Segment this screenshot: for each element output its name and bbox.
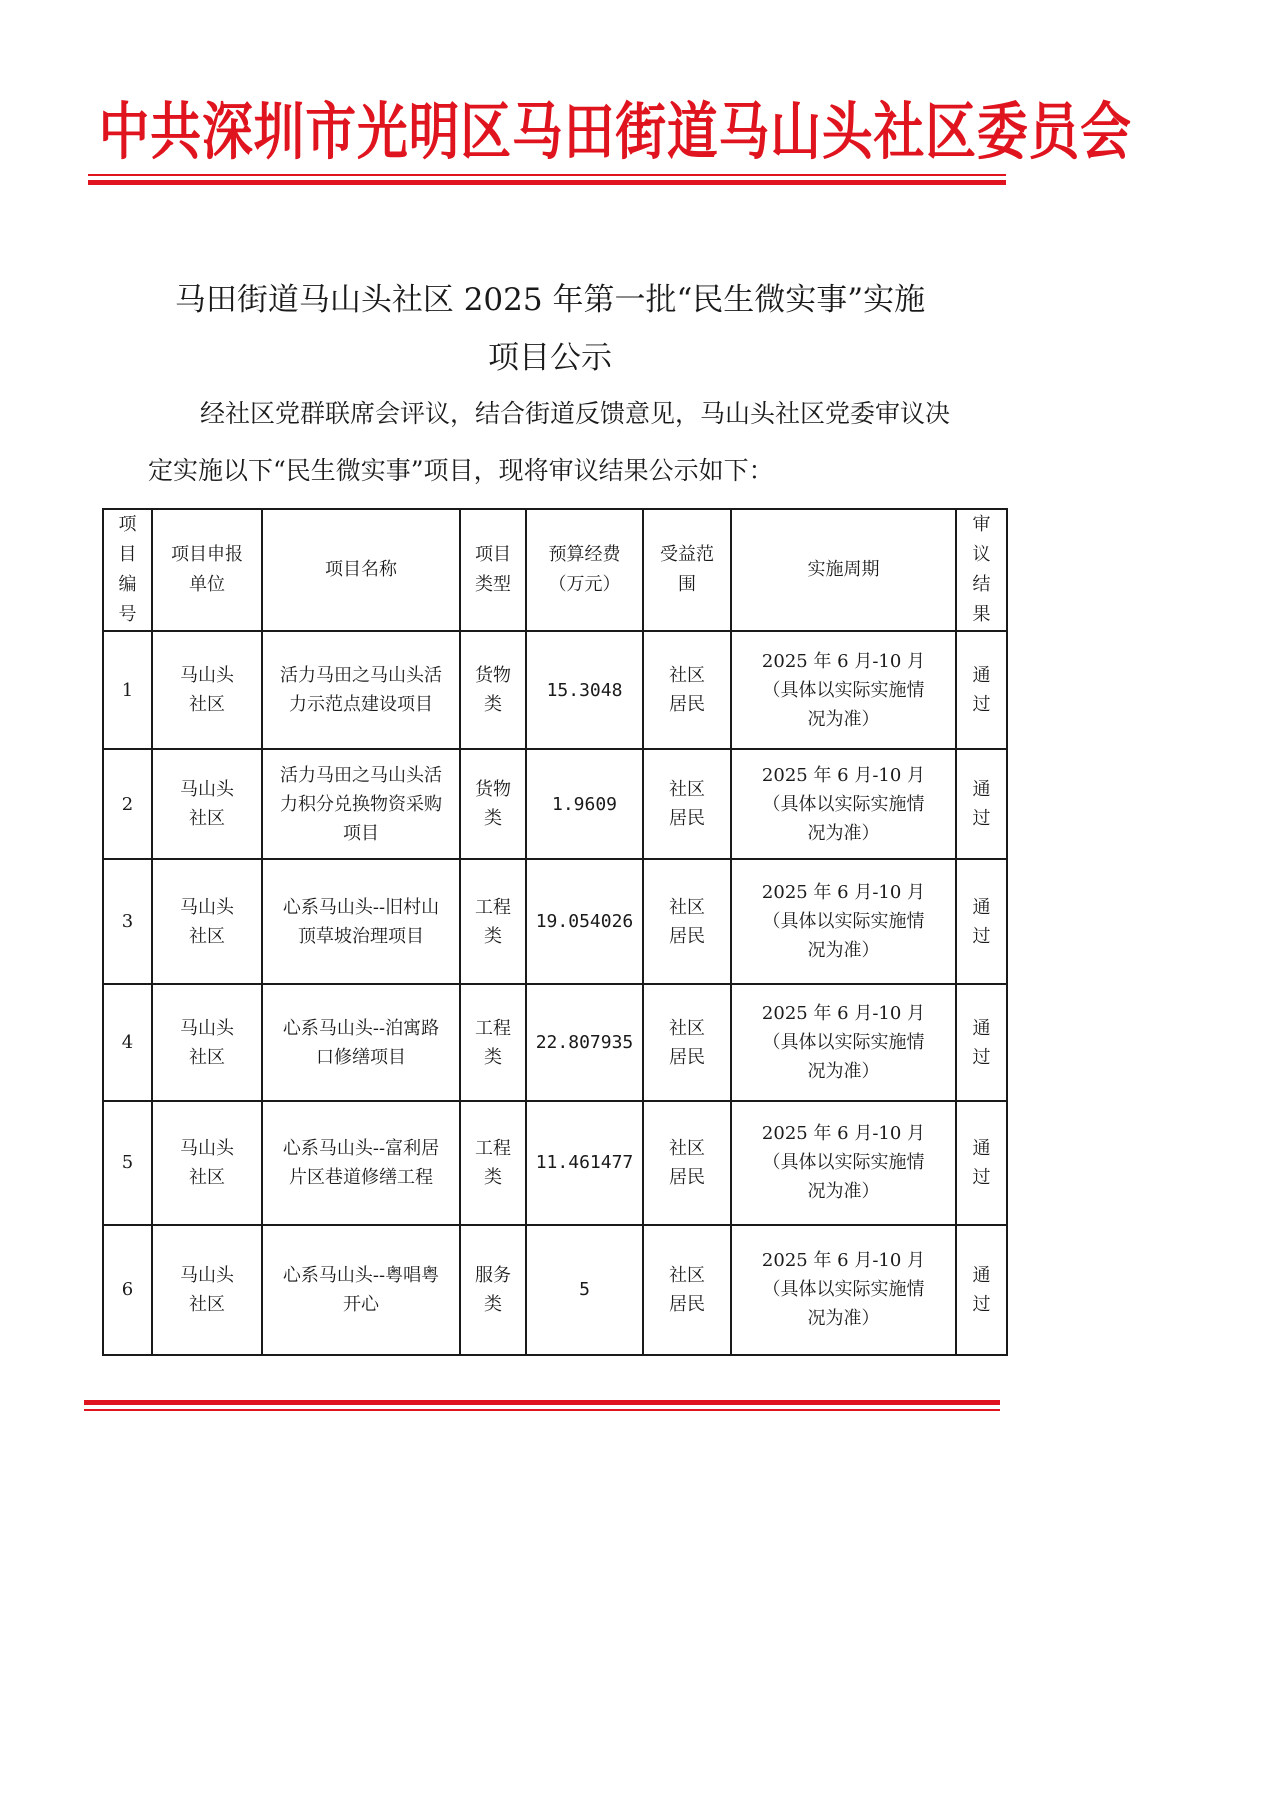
cell-result: 通过 bbox=[956, 859, 1007, 984]
cell-project-no: 6 bbox=[103, 1225, 152, 1355]
header-project-name: 项目名称 bbox=[262, 509, 460, 631]
cell-period: 2025 年 6 月-10 月（具体以实际实施情况为准） bbox=[731, 631, 956, 749]
table-row bbox=[103, 1101, 1007, 1225]
cell-result: 通过 bbox=[956, 749, 1007, 859]
cell-beneficiaries: 社区居民 bbox=[643, 749, 731, 859]
cell-result: 通过 bbox=[956, 984, 1007, 1100]
cell-budget: 15.3048 bbox=[526, 631, 643, 749]
cell-beneficiaries: 社区居民 bbox=[643, 631, 731, 749]
cell-project-no: 4 bbox=[103, 984, 152, 1100]
cell-budget: 11.461477 bbox=[526, 1101, 643, 1225]
document-title-line2: 项目公示 bbox=[488, 340, 612, 376]
header-beneficiaries: 受益范围 bbox=[643, 509, 731, 631]
cell-project-name: 活力马田之马山头活力积分兑换物资采购项目 bbox=[262, 749, 460, 859]
bottom-rule-thin bbox=[84, 1409, 1000, 1411]
cell-project-type: 服务类 bbox=[460, 1225, 526, 1355]
cell-budget: 19.054026 bbox=[526, 859, 643, 984]
cell-beneficiaries: 社区居民 bbox=[643, 984, 731, 1100]
cell-period: 2025 年 6 月-10 月（具体以实际实施情况为准） bbox=[731, 749, 956, 859]
top-rule-thin bbox=[88, 174, 1006, 176]
table-row bbox=[103, 859, 1007, 984]
cell-result: 通过 bbox=[956, 1225, 1007, 1355]
cell-result: 通过 bbox=[956, 631, 1007, 749]
cell-beneficiaries: 社区居民 bbox=[643, 1101, 731, 1225]
table-row bbox=[103, 749, 1007, 859]
cell-applicant-unit: 马山头社区 bbox=[152, 749, 262, 859]
header-project-no: 项目编号 bbox=[103, 509, 152, 631]
cell-project-type: 货物类 bbox=[460, 749, 526, 859]
cell-project-name: 活力马田之马山头活力示范点建设项目 bbox=[262, 631, 460, 749]
cell-project-type: 工程类 bbox=[460, 1101, 526, 1225]
document-title-line1: 马田街道马山头社区 2025 年第一批“民生微实事”实施 bbox=[174, 282, 926, 318]
intro-paragraph-line2: 定实施以下“民生微实事”项目，现将审议结果公示如下： bbox=[148, 456, 774, 485]
cell-beneficiaries: 社区居民 bbox=[643, 1225, 731, 1355]
cell-applicant-unit: 马山头社区 bbox=[152, 1101, 262, 1225]
cell-project-no: 5 bbox=[103, 1101, 152, 1225]
cell-budget: 22.807935 bbox=[526, 984, 643, 1100]
cell-project-no: 3 bbox=[103, 859, 152, 984]
header-period: 实施周期 bbox=[731, 509, 956, 631]
table-row bbox=[103, 1225, 1007, 1355]
cell-project-name: 心系马山头--泊寓路口修缮项目 bbox=[262, 984, 460, 1100]
header-budget: 预算经费（万元） bbox=[526, 509, 643, 631]
cell-applicant-unit: 马山头社区 bbox=[152, 984, 262, 1100]
cell-budget: 5 bbox=[526, 1225, 643, 1355]
cell-project-type: 工程类 bbox=[460, 859, 526, 984]
cell-period: 2025 年 6 月-10 月（具体以实际实施情况为准） bbox=[731, 984, 956, 1100]
cell-applicant-unit: 马山头社区 bbox=[152, 859, 262, 984]
bottom-rule-thick bbox=[84, 1400, 1000, 1405]
letterhead-title: 中共深圳市光明区马田街道马山头社区委员会 bbox=[98, 95, 1132, 168]
table-row bbox=[103, 984, 1007, 1100]
cell-result: 通过 bbox=[956, 1101, 1007, 1225]
table-row bbox=[103, 631, 1007, 749]
cell-project-name: 心系马山头--旧村山顶草坡治理项目 bbox=[262, 859, 460, 984]
cell-project-no: 1 bbox=[103, 631, 152, 749]
cell-project-type: 工程类 bbox=[460, 984, 526, 1100]
table-header-row bbox=[103, 509, 1007, 631]
cell-beneficiaries: 社区居民 bbox=[643, 859, 731, 984]
cell-period: 2025 年 6 月-10 月（具体以实际实施情况为准） bbox=[731, 1101, 956, 1225]
intro-paragraph-line1: 经社区党群联席会评议，结合街道反馈意见，马山头社区党委审议决 bbox=[200, 399, 951, 428]
cell-project-no: 2 bbox=[103, 749, 152, 859]
cell-project-name: 心系马山头--富利居片区巷道修缮工程 bbox=[262, 1101, 460, 1225]
cell-period: 2025 年 6 月-10 月（具体以实际实施情况为准） bbox=[731, 859, 956, 984]
cell-applicant-unit: 马山头社区 bbox=[152, 1225, 262, 1355]
cell-project-type: 货物类 bbox=[460, 631, 526, 749]
cell-applicant-unit: 马山头社区 bbox=[152, 631, 262, 749]
projects-table bbox=[102, 508, 1008, 1356]
header-project-type: 项目类型 bbox=[460, 509, 526, 631]
header-result: 审议结果 bbox=[956, 509, 1007, 631]
header-applicant-unit: 项目申报单位 bbox=[152, 509, 262, 631]
cell-budget: 1.9609 bbox=[526, 749, 643, 859]
cell-period: 2025 年 6 月-10 月（具体以实际实施情况为准） bbox=[731, 1225, 956, 1355]
top-rule-thick bbox=[88, 180, 1006, 185]
cell-project-name: 心系马山头--粤唱粤开心 bbox=[262, 1225, 460, 1355]
